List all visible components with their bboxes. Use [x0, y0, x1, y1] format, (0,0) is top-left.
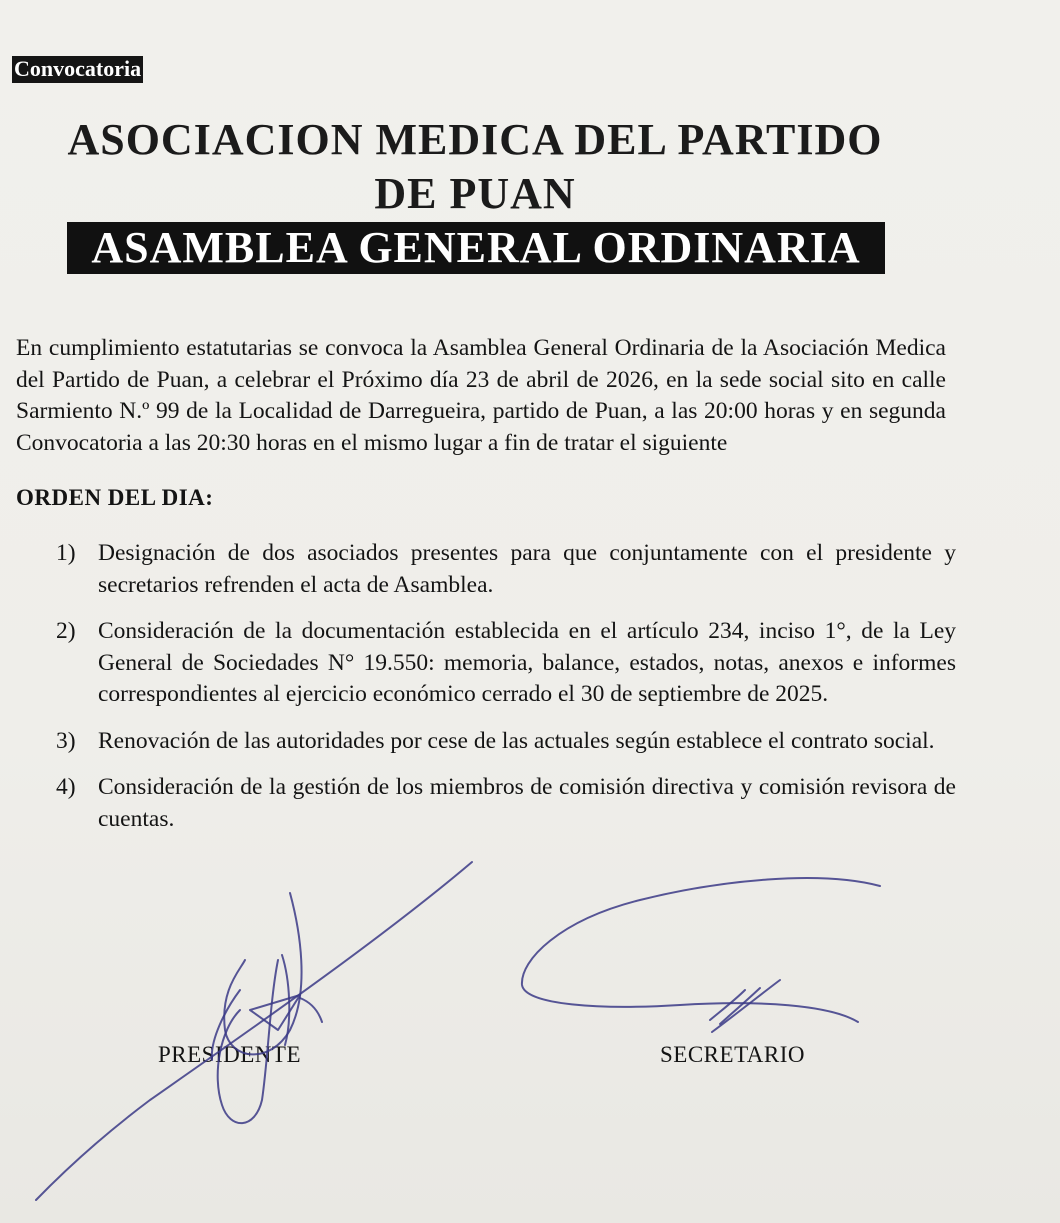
agenda-item — [56, 772, 956, 835]
agenda-item-number: 4) — [56, 774, 76, 800]
agenda-item-text: Renovación de las autoridades por cese de las actuales según establece el contrato social. — [98, 727, 935, 754]
president-signature — [36, 862, 472, 1200]
president-signature-label: PRESIDENTE — [158, 1042, 301, 1067]
title-line-1: ASOCIACION MEDICA DEL PARTIDO — [67, 115, 883, 164]
secretary-signature-label: SECRETARIO — [660, 1042, 805, 1067]
document-type-tag: Convocatoria — [14, 56, 142, 81]
agenda-item-number: 1) — [56, 540, 76, 566]
agenda-item-number: 3) — [56, 727, 76, 754]
assembly-banner: ASAMBLEA GENERAL ORDINARIA — [67, 222, 885, 274]
agenda-item — [56, 726, 956, 758]
agenda-list — [56, 538, 956, 835]
agenda-item-text: Consideración de la documentación establecida en el artículo 234, inciso 1°, de la Ley General de Sociedades N° 19.550: memoria, balance, estados, notas, anexos e informes correspondientes al ejercicio económico cerrado el 30 de septiembre de 2025. — [98, 618, 956, 707]
intro-paragraph: En cumplimiento estatutarias se convoca la Asamblea General Ordinaria de la Asociación Medica del Partido de Puan, a celebrar el Próximo día 23 de abril de 2026, en la sede social sito en calle Sarmiento N.º 99 de la Localidad de Darregueira, partido de Puan, a las 20:00 horas y en segunda Convocatoria a las 20:30 horas en el mismo lugar a fin de tratar el siguiente — [16, 335, 946, 456]
agenda-heading: ORDEN DEL DIA: — [16, 485, 214, 510]
agenda-item — [56, 616, 956, 711]
agenda-item-text: Consideración de la gestión de los miembros de comisión directiva y comisión revisora de cuentas. — [98, 774, 956, 832]
agenda-item-text: Designación de dos asociados presentes para que conjuntamente con el presidente y secretarios refrenden el acta de Asamblea. — [98, 540, 956, 598]
agenda-item — [56, 538, 956, 601]
title-line-2: DE PUAN — [374, 169, 576, 218]
secretary-signature — [522, 878, 880, 1032]
agenda-item-number: 2) — [56, 618, 76, 644]
